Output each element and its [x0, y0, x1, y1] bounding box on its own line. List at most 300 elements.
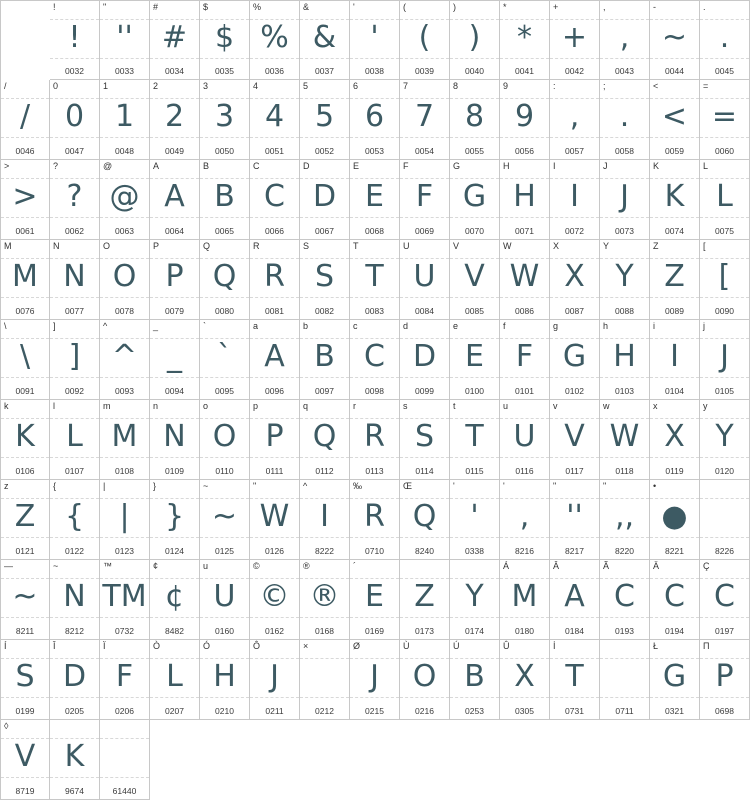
- glyph-preview: R: [264, 259, 285, 294]
- glyph-preview: 5: [314, 99, 335, 134]
- glyph-cell[interactable]: [50, 160, 100, 240]
- glyph-char-label: İ: [553, 641, 556, 651]
- glyph-cell[interactable]: [50, 480, 100, 560]
- glyph-cell[interactable]: [200, 320, 250, 400]
- glyph-cell[interactable]: [650, 0, 700, 80]
- glyph-preview: 8: [464, 99, 485, 134]
- glyph-char-label: p: [253, 401, 259, 411]
- glyph-cell[interactable]: [150, 0, 200, 80]
- glyph-cell-empty: [350, 720, 400, 800]
- glyph-char-label: 1: [103, 81, 109, 91]
- glyph-char-label: Z: [653, 241, 659, 251]
- glyph-code: 0174: [465, 626, 484, 636]
- glyph-cell-empty: [500, 720, 550, 800]
- glyph-char-label: Ù: [403, 641, 410, 651]
- glyph-cell[interactable]: [450, 160, 500, 240]
- glyph-code: 0088: [615, 306, 634, 316]
- glyph-preview: M: [111, 419, 138, 454]
- glyph-cell[interactable]: [700, 160, 750, 240]
- glyph-preview: H: [513, 179, 536, 214]
- glyph-char-label: ': [503, 481, 505, 491]
- glyph-cell[interactable]: [200, 160, 250, 240]
- glyph-code: 0062: [65, 226, 84, 236]
- glyph-cell[interactable]: [500, 400, 550, 480]
- glyph-char-label: ^: [103, 321, 108, 331]
- glyph-cell[interactable]: [350, 320, 400, 400]
- glyph-char-label: R: [253, 241, 260, 251]
- glyph-preview: P: [265, 419, 284, 454]
- glyph-char-label: v: [553, 401, 558, 411]
- glyph-code: 0117: [565, 466, 584, 476]
- glyph-cell[interactable]: [400, 80, 450, 160]
- glyph-preview: ,: [569, 99, 580, 134]
- glyph-code: 0052: [315, 146, 334, 156]
- glyph-char-label: 4: [253, 81, 259, 91]
- glyph-preview: [350, 734, 400, 780]
- glyph-cell[interactable]: [400, 160, 450, 240]
- glyph-row: [0, 720, 751, 800]
- glyph-cell[interactable]: [600, 240, 650, 320]
- glyph-row: [0, 0, 751, 80]
- glyph-char-label: 9: [503, 81, 509, 91]
- glyph-cell[interactable]: [650, 240, 700, 320]
- glyph-code: 0253: [465, 706, 484, 716]
- glyph-char-label: D: [303, 161, 310, 171]
- glyph-preview: ~: [211, 499, 238, 534]
- glyph-cell[interactable]: [100, 0, 150, 80]
- glyph-preview: [200, 734, 250, 780]
- glyph-code: 0210: [215, 706, 234, 716]
- glyph-cell[interactable]: [600, 480, 650, 560]
- glyph-code: 0034: [165, 66, 184, 76]
- glyph-code: 0068: [365, 226, 384, 236]
- glyph-cell[interactable]: [250, 640, 300, 720]
- glyph-preview: I: [320, 499, 329, 534]
- glyph-cell[interactable]: [600, 80, 650, 160]
- glyph-char-label: ': [353, 2, 355, 12]
- glyph-cell[interactable]: [650, 320, 700, 400]
- glyph-preview: Y: [465, 579, 484, 614]
- glyph-preview: *: [517, 20, 532, 55]
- glyph-cell[interactable]: [550, 240, 600, 320]
- glyph-code: 0047: [65, 146, 84, 156]
- glyph-cell[interactable]: [450, 640, 500, 720]
- glyph-cell[interactable]: [450, 320, 500, 400]
- glyph-cell[interactable]: [500, 160, 550, 240]
- glyph-preview: Q: [412, 499, 437, 534]
- glyph-preview: T: [465, 419, 484, 454]
- glyph-preview: `: [217, 339, 232, 374]
- glyph-cell[interactable]: [600, 400, 650, 480]
- glyph-code: 0040: [465, 66, 484, 76]
- glyph-preview: }: [164, 499, 185, 534]
- glyph-cell[interactable]: [0, 320, 50, 400]
- glyph-char-label: Á: [503, 561, 510, 571]
- glyph-cell[interactable]: [500, 240, 550, 320]
- glyph-code: 0065: [215, 226, 234, 236]
- glyph-cell[interactable]: [250, 400, 300, 480]
- glyph-cell[interactable]: [500, 560, 550, 640]
- glyph-preview: V: [564, 419, 585, 454]
- glyph-cell-empty: [150, 720, 200, 800]
- glyph-cell[interactable]: [200, 480, 250, 560]
- glyph-cell[interactable]: [350, 400, 400, 480]
- glyph-char-label: y: [703, 401, 708, 411]
- glyph-preview: .: [719, 20, 730, 55]
- glyph-cell[interactable]: [500, 640, 550, 720]
- glyph-preview: '': [116, 20, 133, 55]
- glyph-cell[interactable]: [200, 560, 250, 640]
- glyph-preview: #: [161, 20, 188, 55]
- glyph-cell[interactable]: [650, 400, 700, 480]
- glyph-code: 0732: [115, 626, 134, 636]
- glyph-preview: J: [720, 339, 729, 374]
- glyph-preview: ,,: [614, 499, 635, 534]
- glyph-cell[interactable]: [600, 160, 650, 240]
- glyph-preview: ': [370, 20, 379, 55]
- glyph-code: 0168: [315, 626, 334, 636]
- glyph-cell[interactable]: [100, 480, 150, 560]
- glyph-cell[interactable]: [50, 720, 100, 800]
- glyph-char-label: P: [153, 241, 160, 251]
- glyph-code: 0074: [665, 226, 684, 236]
- glyph-char-label: ): [453, 2, 456, 12]
- glyph-cell[interactable]: [0, 480, 50, 560]
- glyph-cell[interactable]: [550, 400, 600, 480]
- glyph-cell[interactable]: [0, 640, 50, 720]
- glyph-char-label: #: [153, 2, 159, 12]
- glyph-cell[interactable]: [550, 160, 600, 240]
- glyph-cell[interactable]: [200, 640, 250, 720]
- glyph-code: 0123: [115, 546, 134, 556]
- glyph-char-label: Œ: [403, 481, 412, 491]
- glyph-cell-empty: [300, 720, 350, 800]
- glyph-char-label: ◊: [4, 721, 9, 731]
- glyph-preview: B: [214, 179, 235, 214]
- glyph-preview: [450, 734, 500, 780]
- glyph-cell[interactable]: [700, 400, 750, 480]
- glyph-cell[interactable]: [350, 640, 400, 720]
- glyph-code: 0070: [465, 226, 484, 236]
- glyph-char-label: A: [153, 161, 160, 171]
- glyph-code: 0321: [665, 706, 684, 716]
- glyph-code: 0100: [465, 386, 484, 396]
- glyph-preview: [: [718, 259, 731, 294]
- glyph-code: 0194: [665, 626, 684, 636]
- glyph-cell[interactable]: [0, 560, 50, 640]
- glyph-preview: [700, 494, 749, 540]
- glyph-cell[interactable]: [250, 320, 300, 400]
- glyph-preview: X: [514, 659, 535, 694]
- glyph-cell[interactable]: [700, 240, 750, 320]
- glyph-cell-empty: [550, 720, 600, 800]
- glyph-cell-empty: [250, 720, 300, 800]
- glyph-preview: ¢: [164, 579, 185, 614]
- glyph-cell[interactable]: [450, 80, 500, 160]
- glyph-cell[interactable]: [300, 240, 350, 320]
- glyph-char-label: S: [303, 241, 310, 251]
- glyph-code: 0080: [215, 306, 234, 316]
- glyph-cell[interactable]: [600, 640, 650, 720]
- glyph-preview: 7: [414, 99, 435, 134]
- glyph-cell[interactable]: [450, 240, 500, 320]
- glyph-cell[interactable]: [300, 0, 350, 80]
- glyph-char-label: ": [603, 481, 607, 491]
- glyph-cell-empty: [700, 720, 750, 800]
- glyph-preview: [400, 734, 450, 780]
- glyph-cell[interactable]: [200, 240, 250, 320]
- glyph-cell[interactable]: [450, 0, 500, 80]
- glyph-cell[interactable]: [650, 160, 700, 240]
- glyph-cell[interactable]: [400, 240, 450, 320]
- glyph-preview: Y: [715, 419, 734, 454]
- glyph-char-label: П: [703, 641, 710, 651]
- glyph-cell[interactable]: [650, 80, 700, 160]
- glyph-cell[interactable]: [250, 0, 300, 80]
- glyph-cell[interactable]: [150, 320, 200, 400]
- glyph-code: 0205: [65, 706, 84, 716]
- glyph-preview: _: [167, 339, 182, 374]
- glyph-cell[interactable]: [700, 560, 750, 640]
- glyph-char-label: ]: [53, 321, 56, 331]
- glyph-cell[interactable]: [250, 240, 300, 320]
- glyph-cell[interactable]: [700, 0, 750, 80]
- glyph-cell[interactable]: [400, 560, 450, 640]
- glyph-cell[interactable]: [100, 720, 150, 800]
- glyph-cell[interactable]: [250, 160, 300, 240]
- glyph-cell[interactable]: [650, 560, 700, 640]
- glyph-code: 0115: [465, 466, 484, 476]
- glyph-cell[interactable]: [550, 320, 600, 400]
- glyph-char-label: d: [403, 321, 409, 331]
- glyph-preview: \: [19, 339, 31, 374]
- glyph-char-label: Ú: [453, 641, 460, 651]
- glyph-char-label: I: [553, 161, 556, 171]
- glyph-char-label: Ò: [153, 641, 161, 651]
- glyph-code: 0098: [365, 386, 384, 396]
- glyph-cell[interactable]: [300, 80, 350, 160]
- glyph-cell[interactable]: [650, 480, 700, 560]
- glyph-cell[interactable]: [100, 400, 150, 480]
- glyph-cell[interactable]: [300, 400, 350, 480]
- glyph-code: 0107: [65, 466, 84, 476]
- glyph-cell[interactable]: [0, 80, 50, 160]
- glyph-preview: [300, 654, 349, 700]
- glyph-code: 0124: [165, 546, 184, 556]
- glyph-cell[interactable]: [600, 320, 650, 400]
- glyph-preview: H: [613, 339, 636, 374]
- glyph-char-label: ™: [103, 561, 112, 571]
- glyph-cell[interactable]: [150, 560, 200, 640]
- glyph-cell[interactable]: [550, 480, 600, 560]
- glyph-cell[interactable]: [150, 80, 200, 160]
- glyph-code: 0126: [265, 546, 284, 556]
- glyph-cell[interactable]: [100, 320, 150, 400]
- glyph-preview: ●: [661, 499, 688, 534]
- glyph-char-label: H: [503, 161, 510, 171]
- glyph-cell[interactable]: [0, 720, 50, 800]
- glyph-cell[interactable]: [300, 560, 350, 640]
- glyph-preview: J: [270, 659, 279, 694]
- glyph-cell[interactable]: [400, 480, 450, 560]
- glyph-preview: Y: [615, 259, 634, 294]
- glyph-cell[interactable]: [50, 560, 100, 640]
- glyph-cell[interactable]: [550, 0, 600, 80]
- glyph-cell[interactable]: [150, 400, 200, 480]
- glyph-cell[interactable]: [700, 640, 750, 720]
- glyph-code: 8216: [515, 546, 534, 556]
- glyph-preview: (: [418, 20, 431, 55]
- glyph-char-label: ": [103, 2, 107, 12]
- glyph-cell[interactable]: [450, 480, 500, 560]
- glyph-cell[interactable]: [400, 400, 450, 480]
- glyph-char-label: •: [653, 481, 657, 491]
- glyph-preview: L: [716, 179, 733, 214]
- glyph-preview: 4: [264, 99, 285, 134]
- glyph-code: 0108: [115, 466, 134, 476]
- glyph-cell[interactable]: [50, 320, 100, 400]
- glyph-cell[interactable]: [100, 560, 150, 640]
- glyph-row: [0, 640, 751, 720]
- glyph-cell[interactable]: [300, 320, 350, 400]
- glyph-cell[interactable]: [550, 560, 600, 640]
- glyph-cell[interactable]: [50, 400, 100, 480]
- glyph-code: 0160: [215, 626, 234, 636]
- glyph-cell[interactable]: [200, 80, 250, 160]
- glyph-cell[interactable]: [50, 0, 100, 80]
- glyph-char-label: ‰: [353, 481, 362, 491]
- glyph-cell[interactable]: [150, 480, 200, 560]
- glyph-preview: K: [15, 419, 35, 454]
- glyph-cell[interactable]: [350, 0, 400, 80]
- glyph-preview: ': [470, 499, 479, 534]
- glyph-cell[interactable]: [600, 560, 650, 640]
- glyph-row: [0, 240, 751, 320]
- glyph-code: 0082: [315, 306, 334, 316]
- glyph-cell[interactable]: [400, 320, 450, 400]
- glyph-cell[interactable]: [550, 80, 600, 160]
- glyph-code: 8719: [15, 786, 35, 796]
- glyph-code: 0041: [515, 66, 534, 76]
- glyph-cell[interactable]: [100, 240, 150, 320]
- glyph-cell[interactable]: [700, 80, 750, 160]
- glyph-cell[interactable]: [50, 640, 100, 720]
- glyph-code: 0097: [315, 386, 334, 396]
- glyph-cell[interactable]: [350, 80, 400, 160]
- glyph-cell[interactable]: [100, 160, 150, 240]
- glyph-cell[interactable]: [250, 480, 300, 560]
- glyph-cell[interactable]: [300, 640, 350, 720]
- glyph-cell[interactable]: [500, 80, 550, 160]
- glyph-char-label: Ô: [253, 641, 261, 651]
- glyph-cell[interactable]: [350, 160, 400, 240]
- glyph-cell[interactable]: [400, 0, 450, 80]
- glyph-code: 0072: [565, 226, 584, 236]
- glyph-cell[interactable]: [200, 400, 250, 480]
- glyph-preview: D: [312, 179, 337, 214]
- glyph-cell[interactable]: [450, 560, 500, 640]
- glyph-cell[interactable]: [200, 0, 250, 80]
- glyph-preview: >: [12, 179, 38, 214]
- glyph-cell[interactable]: [300, 160, 350, 240]
- glyph-preview: W: [609, 419, 640, 454]
- glyph-cell[interactable]: [250, 80, 300, 160]
- glyph-char-label: Ø: [353, 641, 361, 651]
- glyph-cell[interactable]: [500, 480, 550, 560]
- glyph-cell[interactable]: [0, 400, 50, 480]
- glyph-cell[interactable]: [150, 640, 200, 720]
- glyph-char-label: _: [153, 321, 159, 331]
- glyph-preview: $: [214, 20, 235, 55]
- glyph-cell[interactable]: [500, 320, 550, 400]
- glyph-code: 0089: [665, 306, 684, 316]
- glyph-cell[interactable]: [700, 480, 750, 560]
- glyph-code: 0106: [15, 466, 35, 476]
- glyph-code: 0060: [715, 146, 734, 156]
- glyph-cell[interactable]: [350, 240, 400, 320]
- glyph-cell[interactable]: [700, 320, 750, 400]
- glyph-code: 0059: [665, 146, 684, 156]
- glyph-char-label: $: [203, 2, 209, 12]
- glyph-code: 0095: [215, 386, 234, 396]
- glyph-preview: N: [63, 259, 86, 294]
- glyph-cell[interactable]: [500, 0, 550, 80]
- glyph-code: 0102: [565, 386, 584, 396]
- glyph-cell[interactable]: [0, 160, 50, 240]
- glyph-code: 0064: [165, 226, 184, 236]
- glyph-cell[interactable]: [300, 480, 350, 560]
- glyph-code: 0216: [415, 706, 434, 716]
- glyph-preview: L: [166, 659, 183, 694]
- glyph-code: 0114: [415, 466, 434, 476]
- glyph-cell[interactable]: [600, 0, 650, 80]
- glyph-char-label: E: [353, 161, 360, 171]
- glyph-cell[interactable]: [150, 240, 200, 320]
- glyph-code: 0061: [15, 226, 35, 236]
- glyph-code: 0105: [715, 386, 734, 396]
- glyph-preview: X: [564, 259, 585, 294]
- glyph-cell[interactable]: [350, 480, 400, 560]
- glyph-cell[interactable]: [250, 560, 300, 640]
- glyph-code: 0125: [215, 546, 234, 556]
- glyph-char-label: G: [453, 161, 461, 171]
- glyph-code: 0211: [265, 706, 284, 716]
- glyph-cell[interactable]: [100, 80, 150, 160]
- glyph-code: 0042: [565, 66, 584, 76]
- glyph-code: 0119: [665, 466, 684, 476]
- glyph-cell[interactable]: [50, 240, 100, 320]
- glyph-code: 0121: [15, 546, 35, 556]
- glyph-preview: I: [670, 339, 679, 374]
- glyph-cell[interactable]: [100, 640, 150, 720]
- glyph-cell[interactable]: [450, 400, 500, 480]
- glyph-preview: C: [664, 579, 685, 614]
- glyph-char-label: Y: [603, 241, 610, 251]
- glyph-cell[interactable]: [400, 640, 450, 720]
- glyph-cell[interactable]: [550, 640, 600, 720]
- glyph-char-label: ®: [303, 561, 310, 571]
- glyph-preview: |: [119, 499, 130, 534]
- glyph-cell[interactable]: [350, 560, 400, 640]
- glyph-code: 0338: [465, 546, 484, 556]
- glyph-cell[interactable]: [150, 160, 200, 240]
- glyph-cell[interactable]: [0, 240, 50, 320]
- glyph-cell[interactable]: [650, 640, 700, 720]
- glyph-preview: N: [63, 579, 86, 614]
- glyph-char-label: {: [53, 481, 57, 491]
- glyph-preview: J: [620, 179, 629, 214]
- glyph-cell[interactable]: [50, 80, 100, 160]
